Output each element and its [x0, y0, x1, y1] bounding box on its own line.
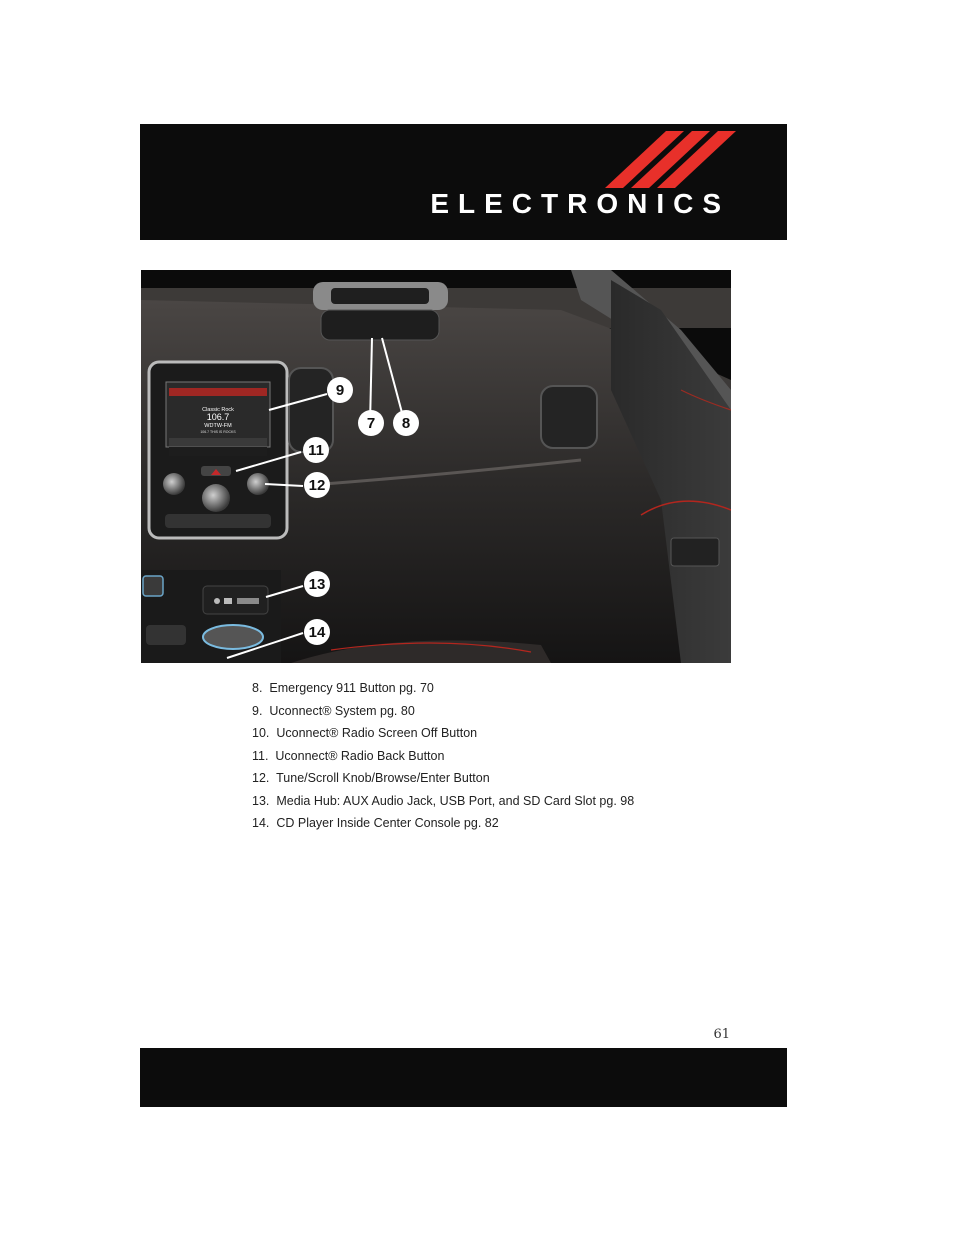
- page-number: 61: [713, 1027, 730, 1042]
- caption-text: Media Hub: AUX Audio Jack, USB Port, and SD Card Slot pg. 98: [276, 793, 635, 808]
- caption-item: [252, 722, 752, 745]
- dashboard-photo: [141, 270, 731, 663]
- section-header: [140, 124, 787, 240]
- svg-text:14: 14: [308, 624, 326, 641]
- svg-text:12: 12: [308, 477, 326, 494]
- caption-text: CD Player Inside Center Console pg. 82: [276, 816, 499, 830]
- callout-8: [393, 410, 419, 436]
- callout-9: [327, 377, 353, 403]
- caption-item: [252, 767, 752, 790]
- section-title: ELECTRONICS: [430, 188, 730, 219]
- caption-text: Uconnect® Radio Screen Off Button: [276, 726, 478, 740]
- caption-list: [252, 677, 752, 835]
- caption-number: 10.: [252, 726, 270, 740]
- caption-item: [252, 790, 752, 813]
- svg-text:7: 7: [366, 415, 376, 432]
- screen-tagline: 106.7 THIS IS ROCKS: [200, 430, 236, 434]
- svg-text:11: 11: [308, 442, 324, 459]
- svg-text:8: 8: [401, 415, 411, 432]
- caption-item: [252, 700, 752, 723]
- screen-station-name: Classic Rock: [202, 407, 234, 413]
- caption-text: Emergency 911 Button pg. 70: [269, 681, 434, 695]
- caption-number: 9.: [252, 703, 263, 718]
- caption-number: 13.: [252, 793, 270, 808]
- screen-frequency: 106.7: [206, 412, 230, 422]
- caption-item: [252, 677, 752, 700]
- caption-number: 12.: [252, 771, 270, 785]
- caption-number: 11.: [252, 748, 269, 763]
- callout-13: [304, 571, 330, 597]
- callout-14: [304, 619, 330, 645]
- callout-7: [358, 410, 384, 436]
- caption-text: Uconnect® Radio Back Button: [275, 748, 445, 763]
- callout-11: [303, 437, 329, 463]
- callout-12: [304, 472, 330, 498]
- caption-item: [252, 812, 752, 835]
- caption-text: Tune/Scroll Knob/Browse/Enter Button: [276, 771, 490, 785]
- caption-text: Uconnect® System pg. 80: [269, 703, 415, 718]
- caption-number: 14.: [252, 816, 270, 830]
- screen-call-sign: WDTW-FM: [204, 423, 232, 429]
- svg-text:9: 9: [335, 382, 345, 399]
- footer-bar: [140, 1048, 787, 1107]
- caption-number: 8.: [252, 681, 263, 695]
- svg-text:13: 13: [308, 576, 326, 593]
- caption-item: [252, 745, 752, 768]
- racing-stripes-logo: [140, 124, 787, 240]
